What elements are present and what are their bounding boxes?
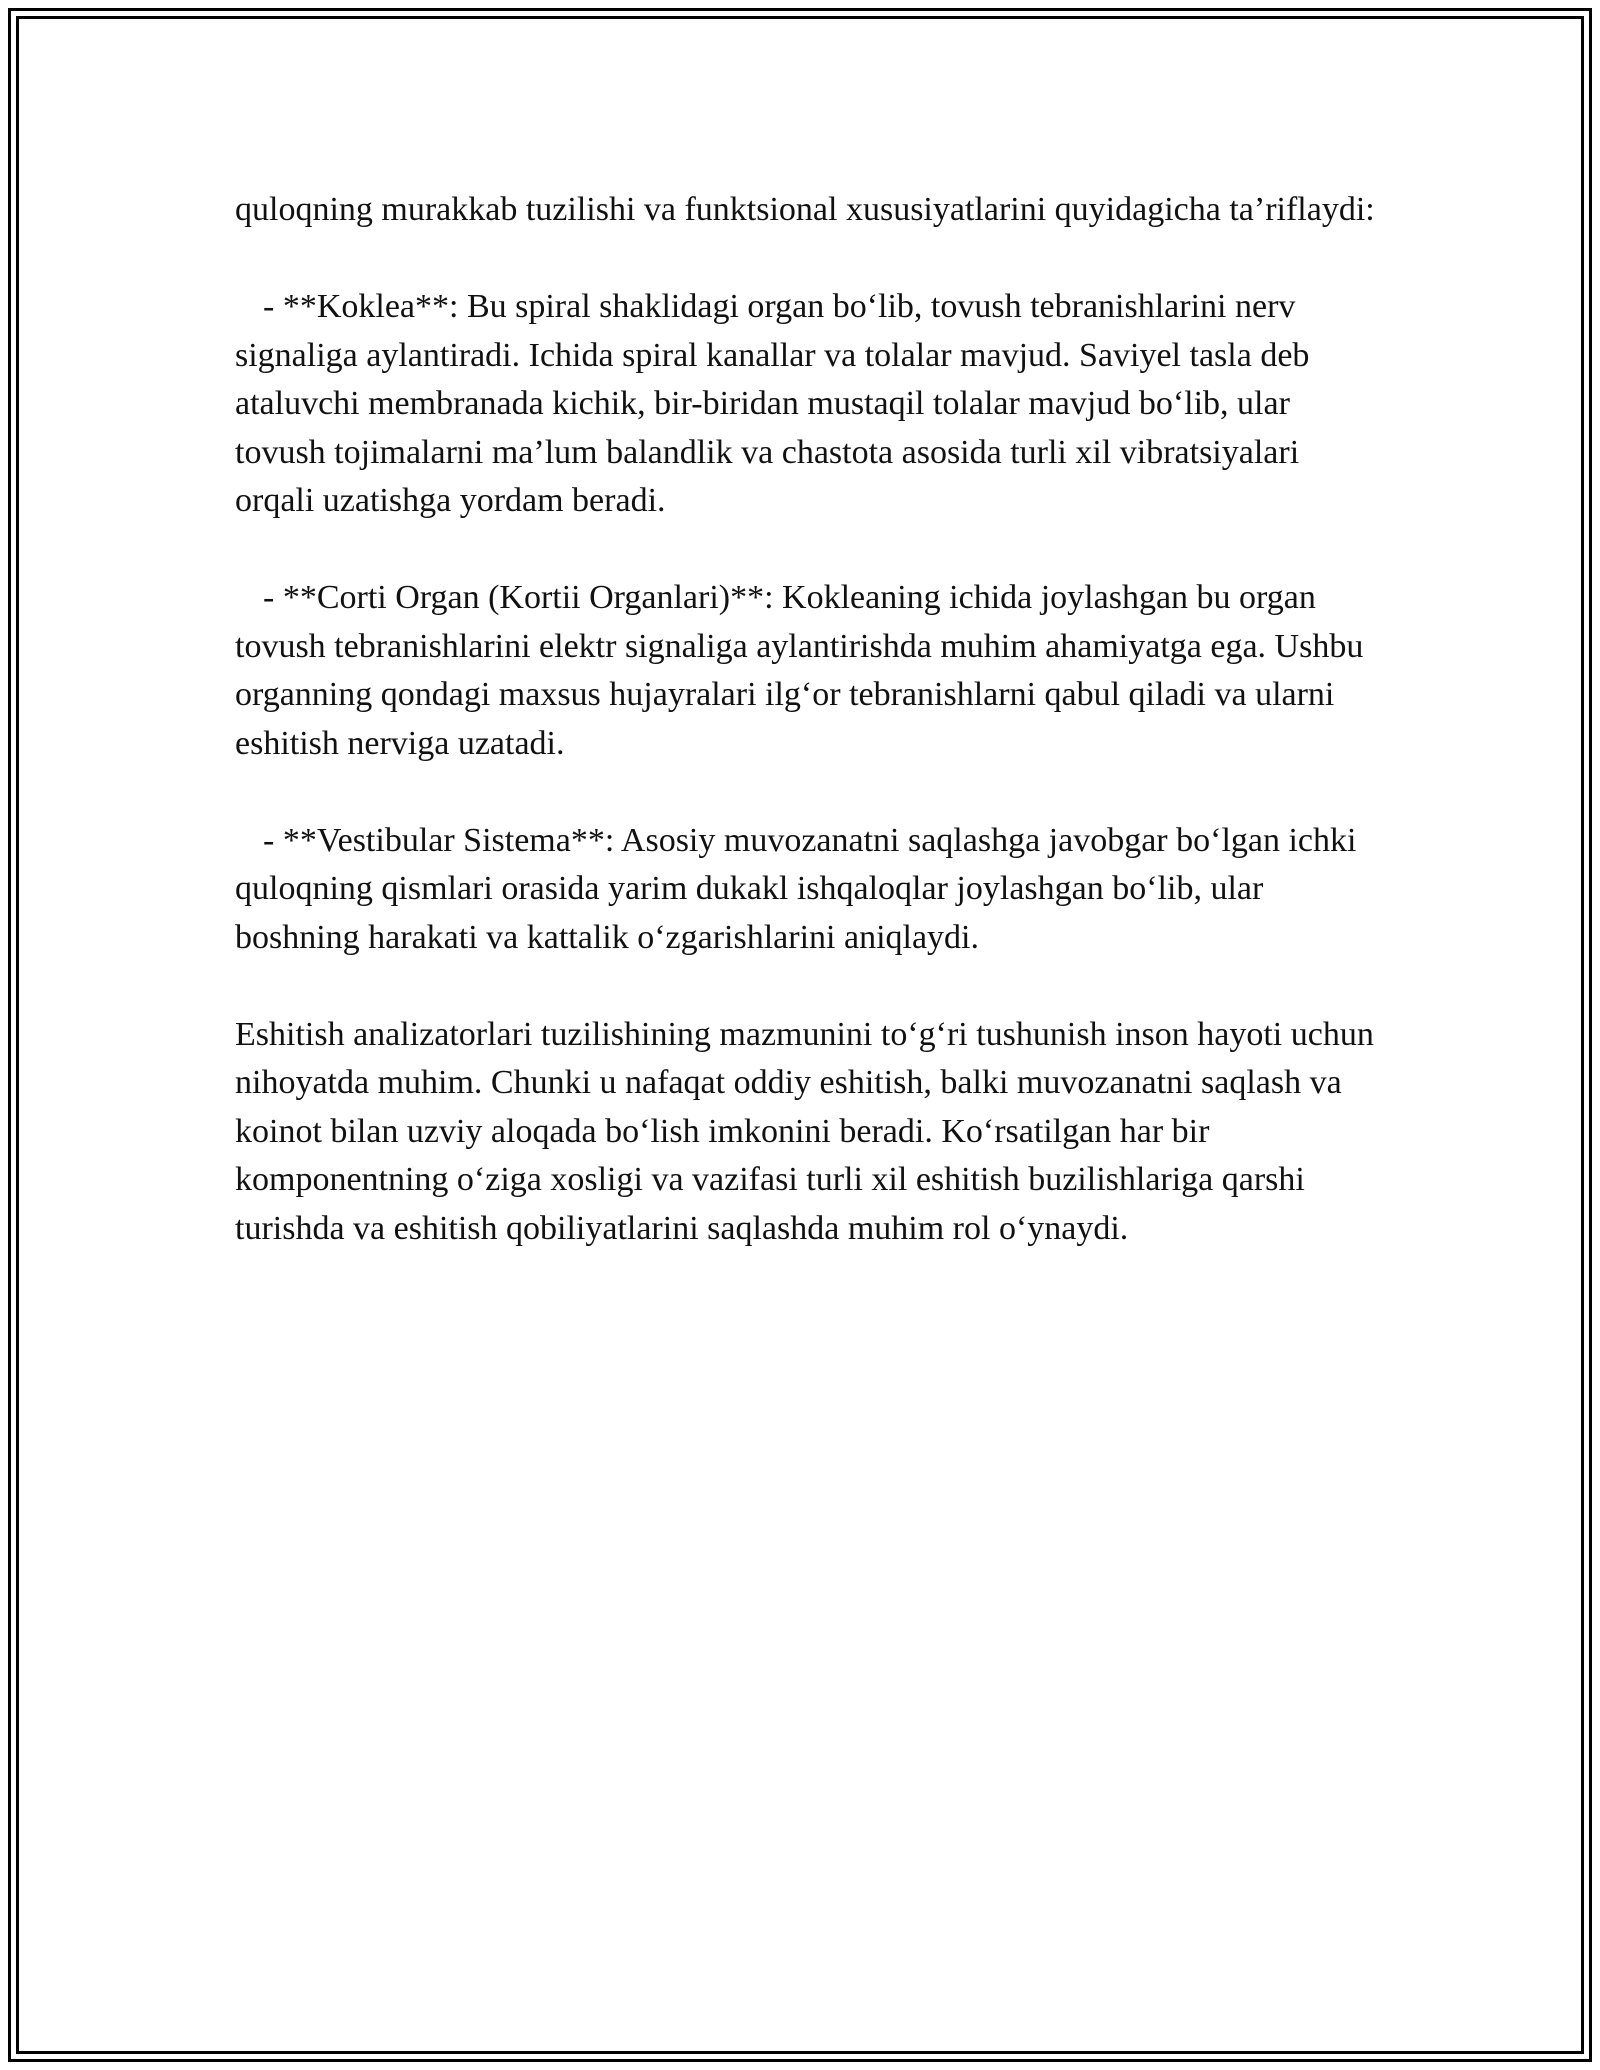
document-body (235, 186, 1375, 1302)
list-item-koklea: - **Koklea**: Bu spiral shaklidagi organ bo‘lib, tovush tebranishlarini nerv signaliga aylantiradi. Ichida spiral kanallar va tolalar mavjud. Saviyel tasla deb ataluvchi membranada kichik, bir-biridan mustaqil tolalar mavjud bo‘lib, ular tovush tojimalarni ma’lum balandlik va chastota asosida turli xil vibratsiyalari orqali uzatishga yordam beradi. (235, 288, 1310, 519)
list-item-corti-organ: - **Corti Organ (Kortii Organlari)**: Kokleaning ichida joylashgan bu organ tovush tebranishlarini elektr signaliga aylantirishda muhim ahamiyatga ega. Ushbu organning qondagi maxsus hujayralari ilg‘or tebranishlarni qabul qiladi va ularni eshitish nerviga uzatadi. (235, 579, 1364, 762)
list-item-vestibular-sistema: - **Vestibular Sistema**: Asosiy muvozanatni saqlashga javobgar bo‘lgan ichki quloqning qismlari orasida yarim dukakl ishqaloqlar joylashgan bo‘lib, ular boshning harakati va kattalik o‘zgarishlarini aniqlaydi. (235, 821, 1357, 956)
intro-paragraph: quloqning murakkab tuzilishi va funktsional xususiyatlarini quyidagicha ta’riflaydi: (235, 191, 1375, 228)
conclusion-paragraph: Eshitish analizatorlari tuzilishining mazmunini to‘g‘ri tushunish inson hayoti uchun nihoyatda muhim. Chunki u nafaqat oddiy eshitish, balki muvozanatni saqlash va koinot bilan uzviy aloqada bo‘lish imkonini beradi. Ko‘rsatilgan har bir komponentning o‘ziga xosligi va vazifasi turli xil eshitish buzilishlariga qarshi turishda va eshitish qobiliyatlarini saqlashda muhim rol o‘ynaydi. (235, 1015, 1374, 1247)
